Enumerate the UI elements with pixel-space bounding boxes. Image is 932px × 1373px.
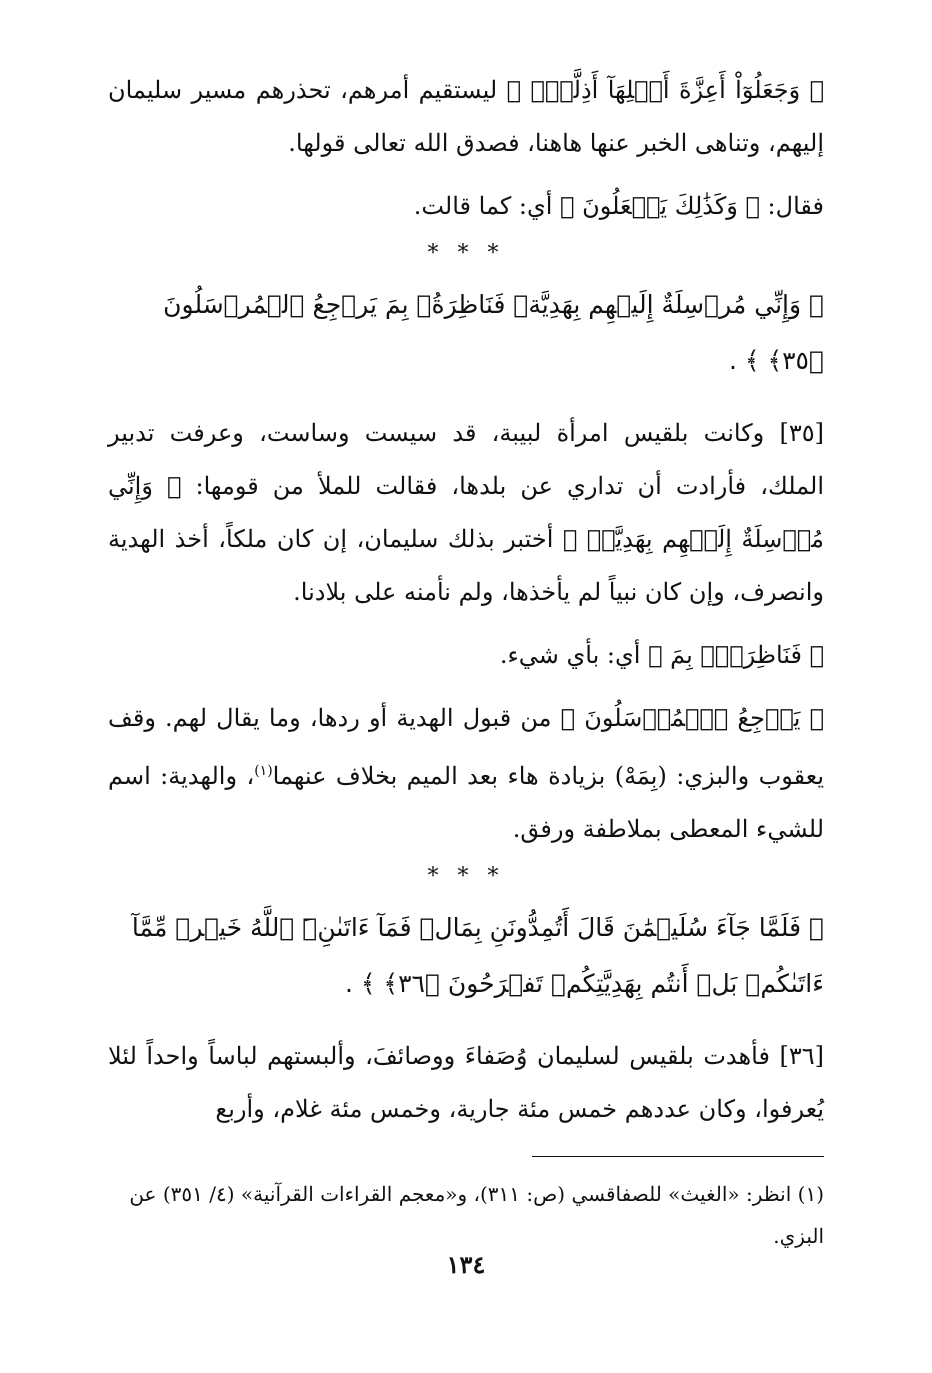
quran-verse-35: ﴿ وَإِنِّي مُرۡسِلَةٌ إِلَيۡهِم بِهَدِيَّةٖ فَنَاظِرَةُۢ بِمَ يَرۡجِعُ ٱلۡمُرۡسَلُونَ ﴿٣٥﴾ ﴾ . [163,290,824,375]
paragraph-yarjiu [108,692,824,856]
section-separator: * * * [427,241,505,266]
paragraph-intro: ﴿ وَجَعَلُوٓاْ أَعِزَّةَ أَهۡلِهَآ أَذِلَّةٗۚ ﴾ ليستقيم أمرهم، تحذرهم مسير سليمان إليهم، وتناهى الخبر عنها هاهنا، فصدق الله تعالى قولها. [108,76,824,157]
footnote-reference: (١) [254,763,273,779]
footnote-1: (١) انظر: «الغيث» للصفاقسي (ص: ٣١١)، و«معجم القراءات القرآنية» (٤/ ٣٥١) عن البزي. [129,1182,824,1248]
paragraph-fanazira: ﴿ فَنَاظِرَةُۢ بِمَ ﴾ أي: بأي شيء. [499,641,824,669]
paragraph-yarjiu-text-2: ، والهدية: اسم للشيء المعطى بملاطفة ورفق. [108,762,824,843]
quran-verse-36: ﴿ فَلَمَّا جَآءَ سُلَيۡمَٰنَ قَالَ أَتُمِدُّونَنِ بِمَالٖ فَمَآ ءَاتَىٰنِۦَ ٱللَّهُ خَيۡرٞ مِّمَّآ ءَاتَىٰكُمۚ بَلۡ أَنتُم بِهَدِيَّتِكُمۡ تَفۡرَحُونَ ﴿٣٦﴾ ﴾ . [131,913,824,998]
paragraph-faqal: فقال: ﴿ وَكَذَٰلِكَ يَفۡعَلُونَ ﴾ أي: كما قالت. [413,192,824,220]
paragraph-yarjiu-text-1: ﴿ يَرۡجِعُ ٱلۡمُرۡسَلُونَ ﴾ من قبول الهدية أو ردها، وما يقال لهم. وقف يعقوب والبزي: (بِمَهْ) بزيادة هاء بعد الميم بخلاف عنهما [108,704,824,790]
footnote-divider [532,1156,824,1157]
page-number: ١٣٤ [446,1250,486,1279]
page-body [108,64,824,1373]
paragraph-commentary-35: [٣٥] وكانت بلقيس امرأة لبيبة، قد سيست وساست، وعرفت تدبير الملك، فأرادت أن تداري عن بلدها، فقالت للملأ من قومها: ﴿ وَإِنِّي مُرۡسِلَةٌ إِلَيۡهِم بِهَدِيَّةٖ ﴾ أختبر بذلك سليمان، إن كان ملكاً، أخذ الهدية وانصرف، وإن كان نبياً لم يأخذها، ولم نأمنه على بلادنا. [108,419,825,606]
paragraph-commentary-36: [٣٦] فأهدت بلقيس لسليمان وُصَفاءَ ووصائفَ، وألبستهم لباساً واحداً لئلا يُعرفوا، وكان عددهم خمس مئة جارية، وخمس مئة غلام، وأربع [108,1042,824,1123]
section-separator: * * * [427,864,505,889]
